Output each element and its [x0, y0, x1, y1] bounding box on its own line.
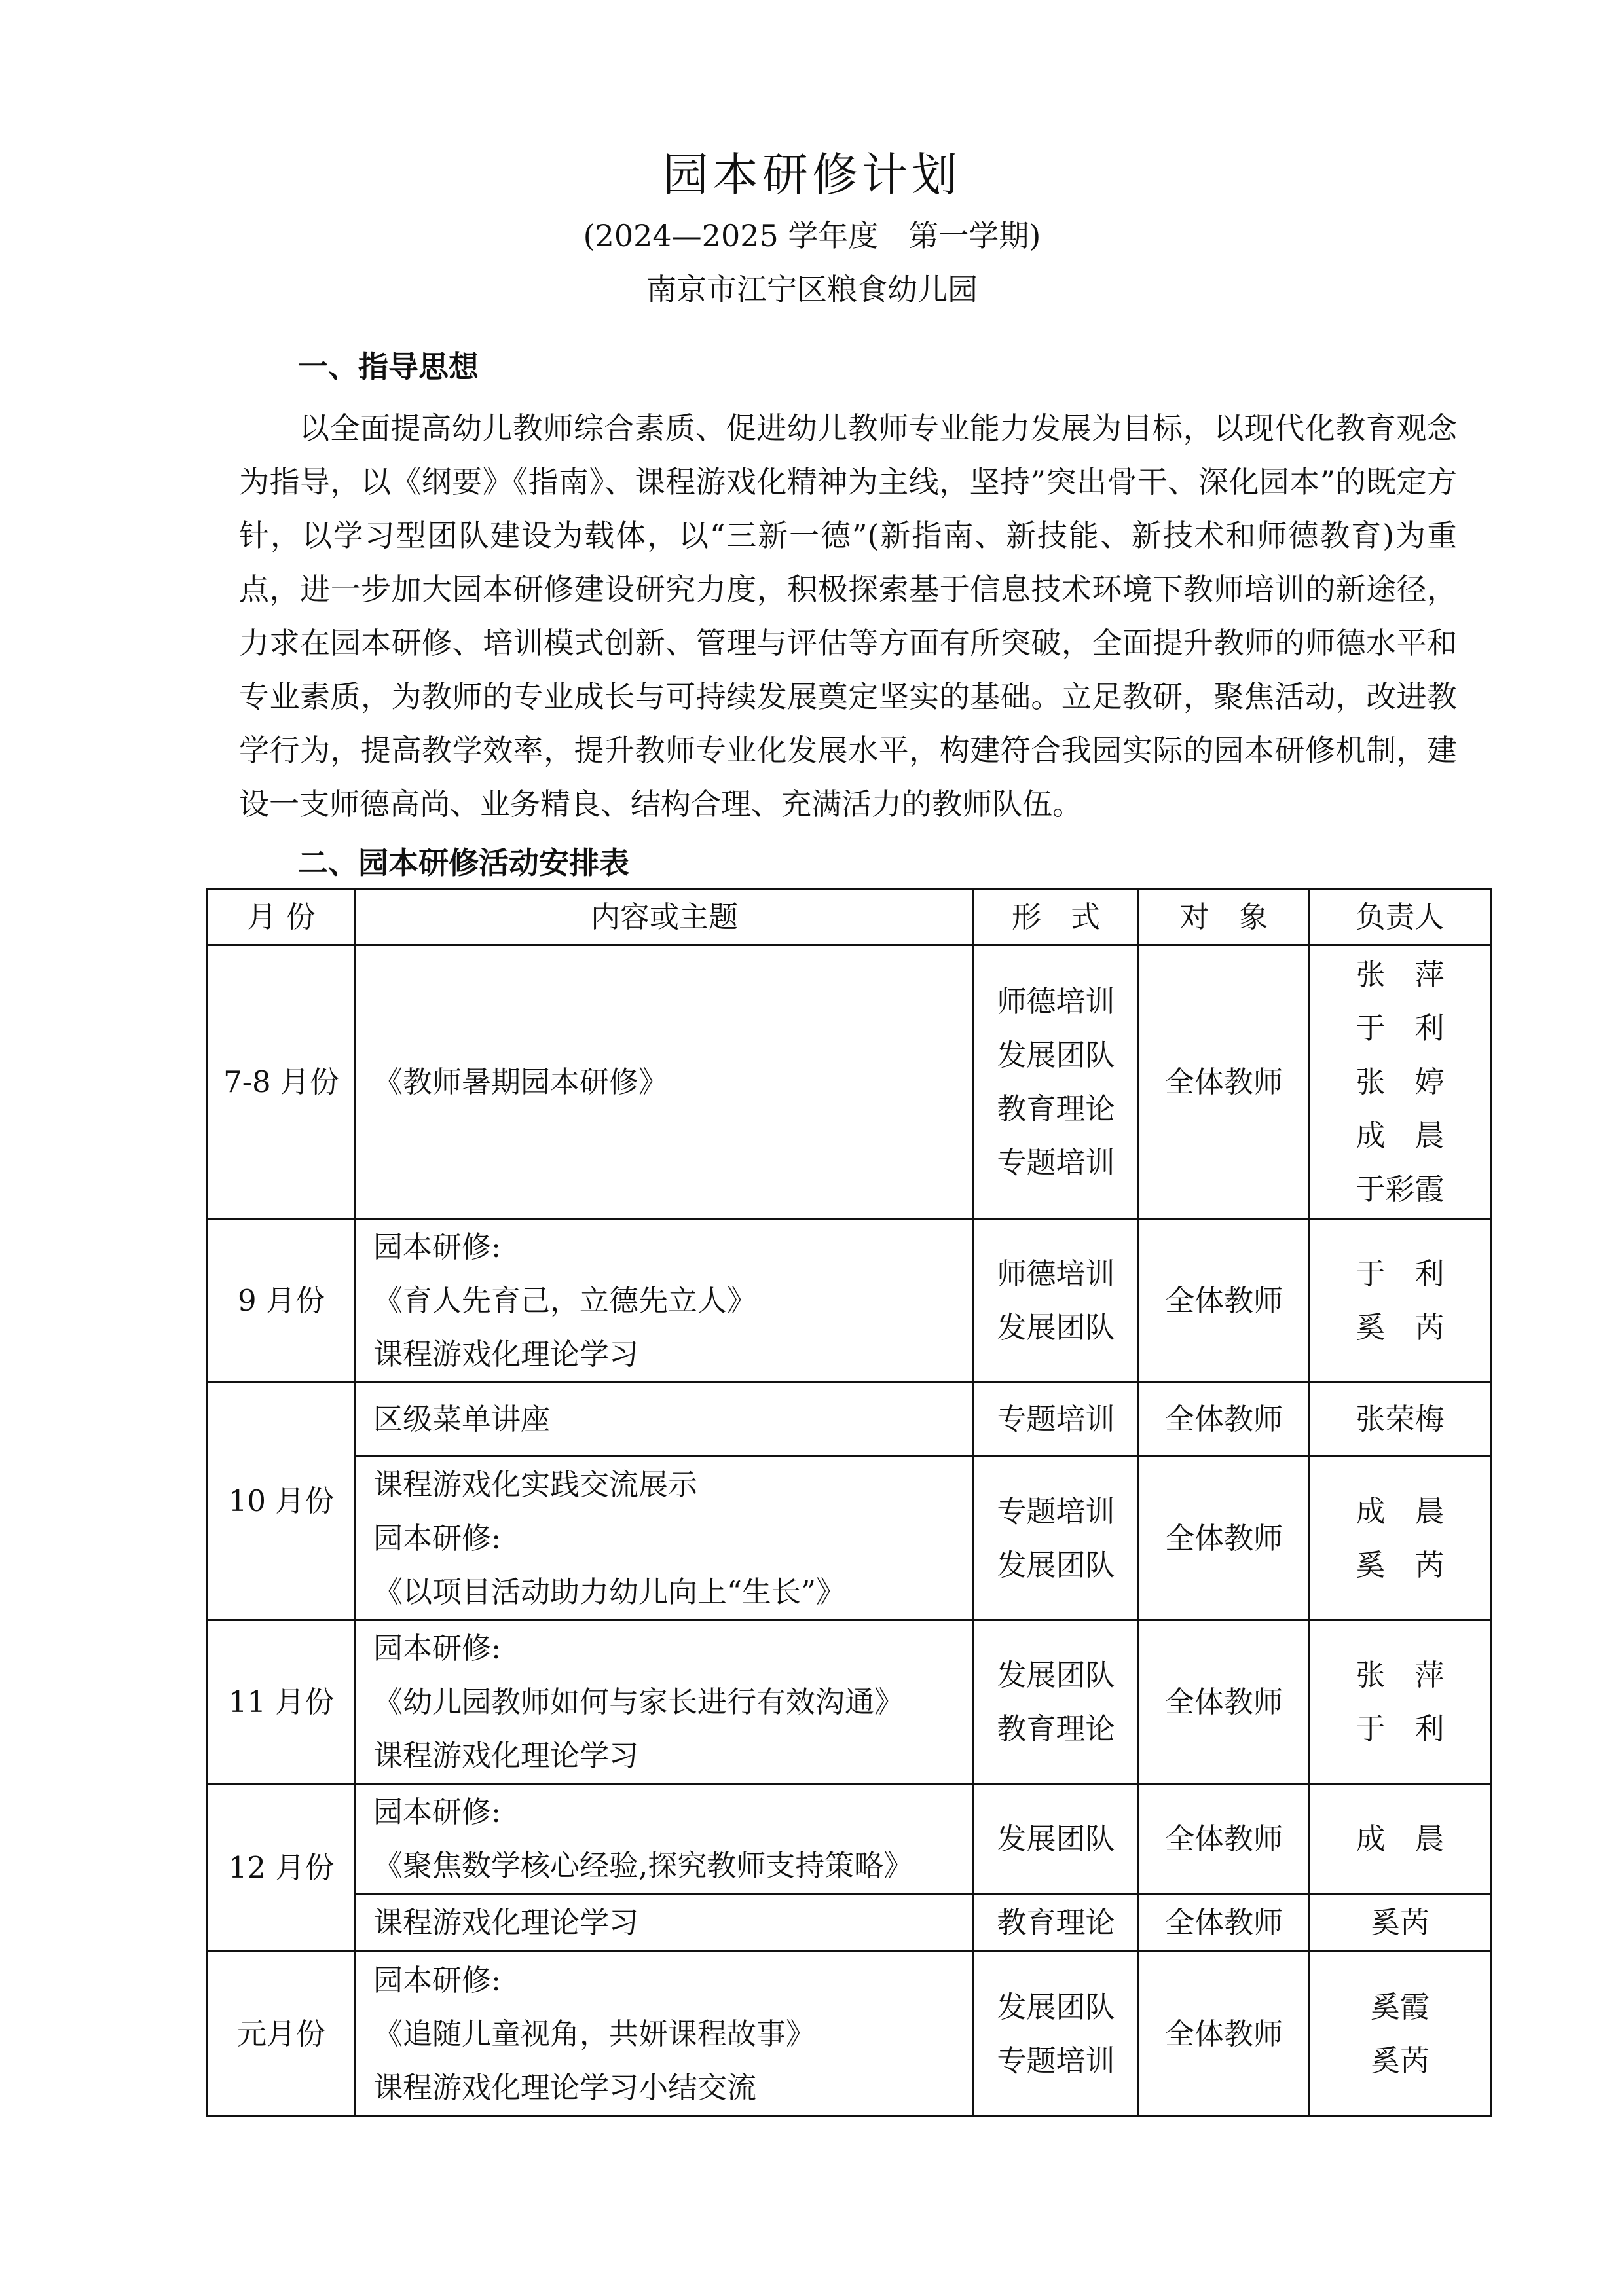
header-target: 对 象: [1139, 890, 1310, 945]
owner-cell: [1310, 1952, 1491, 2117]
month-cell: 11 月份: [208, 1620, 356, 1784]
header-form: 形 式: [974, 890, 1139, 945]
month-cell: 10 月份: [208, 1383, 356, 1620]
content-cell: [356, 1219, 974, 1383]
content-line: 课程游戏化理论学习: [373, 1336, 639, 1372]
form-cell: [974, 1383, 1139, 1457]
owner-line: 奚芮: [1370, 1904, 1430, 1940]
target-cell: 全体教师: [1139, 1383, 1310, 1457]
form-cell: [974, 1894, 1139, 1952]
target-cell: 全体教师: [1139, 1894, 1310, 1952]
month-cell: 7-8 月份: [208, 945, 356, 1219]
guiding-ideology-paragraph: 以全面提高幼儿教师综合素质、促进幼儿教师专业能力发展为目标，以现代化教育观念为指导，以《纲要》《指南》、课程游戏化精神为主线，坚持”突出骨干、深化园本”的既定方针，以学习型团队建设为载体，以“三新一德”(新指南、新技能、新技术和师德教育)为重点，进一步加大园本研修建设研究力度，积极探索基于信息技术环境下教师培训的新途径，力求在园本研修、培训模式创新、管理与评估等方面有所突破，全面提升教师的师德水平和专业素质，为教师的专业成长与可持续发展奠定坚实的基础。立足教研，聚焦活动，改进教学行为，提高教学效率，提升教师专业化发展水平，构建符合我园实际的园本研修机制，建设一支师德高尚、业务精良、结构合理、充满活力的教师队伍。: [239, 410, 1457, 822]
form-cell: [974, 1784, 1139, 1894]
document-subtitle: (2024—2025 学年度 第一学期): [583, 218, 1041, 253]
content-cell: [356, 1383, 974, 1457]
form-line: 教育理论: [997, 1904, 1115, 1940]
organization-name: 南京市江宁区粮食幼儿园: [646, 272, 978, 307]
table-row: [208, 1219, 1491, 1383]
form-line: 师德培训: [997, 1256, 1115, 1291]
owner-line: 成 晨: [1356, 1118, 1445, 1153]
table-row: [208, 1784, 1491, 1894]
target-cell: 全体教师: [1139, 1219, 1310, 1383]
owner-line: 张荣梅: [1356, 1402, 1445, 1436]
target-cell: 全体教师: [1139, 1457, 1310, 1620]
content-line: 园本研修:: [373, 1962, 502, 1997]
form-cell: [974, 1952, 1139, 2117]
table-header-row: [208, 890, 1491, 945]
form-line: 发展团队: [997, 1657, 1115, 1692]
content-line: 《追随儿童视角，共妍课程故事》: [373, 2016, 816, 2051]
header-month: 月 份: [208, 890, 356, 945]
content-line: 课程游戏化理论学习小结交流: [373, 2069, 757, 2105]
content-line: 《育人先育己，立德先立人》: [373, 1283, 757, 1318]
target-cell: 全体教师: [1139, 945, 1310, 1219]
owner-cell: [1310, 945, 1491, 1219]
document-title: 园本研修计划: [663, 148, 961, 202]
form-line: 师德培训: [997, 983, 1115, 1019]
form-line: 专题培训: [997, 1493, 1115, 1529]
header-owner: 负责人: [1310, 890, 1491, 945]
content-line: 《以项目活动助力幼儿向上“生长”》: [373, 1574, 846, 1609]
form-line: 教育理论: [997, 1711, 1115, 1746]
table-row: [208, 1620, 1491, 1784]
month-cell: 9 月份: [208, 1219, 356, 1383]
form-line: 专题培训: [997, 2043, 1115, 2078]
owner-line: 于 利: [1356, 1010, 1445, 1046]
target-cell: 全体教师: [1139, 1952, 1310, 2117]
form-line: 发展团队: [997, 1309, 1115, 1345]
owner-cell: [1310, 1620, 1491, 1784]
content-line: 《教师暑期园本研修》: [373, 1064, 669, 1099]
form-line: 教育理论: [997, 1091, 1115, 1126]
header-content: 内容或主题: [356, 890, 974, 945]
month-cell: 元月份: [208, 1952, 356, 2117]
content-cell: [356, 1784, 974, 1894]
section-heading-activity-schedule: 二、园本研修活动安排表: [298, 845, 629, 881]
owner-line: 奚 芮: [1356, 1547, 1445, 1582]
form-cell: [974, 1457, 1139, 1620]
owner-line: 奚霞: [1370, 1989, 1430, 2024]
owner-cell: [1310, 1784, 1491, 1894]
owner-cell: [1310, 1457, 1491, 1620]
form-line: 发展团队: [997, 1547, 1115, 1582]
content-line: 课程游戏化实践交流展示: [373, 1467, 698, 1502]
content-line: 园本研修:: [373, 1630, 502, 1666]
content-line: 课程游戏化理论学习: [373, 1738, 639, 1773]
table-row: [208, 1457, 1491, 1620]
content-cell: [356, 945, 974, 1219]
owner-cell: [1310, 1219, 1491, 1383]
owner-line: 张 萍: [1356, 957, 1445, 992]
owner-line: 于彩霞: [1356, 1171, 1445, 1207]
form-cell: [974, 1219, 1139, 1383]
owner-line: 成 晨: [1356, 1493, 1445, 1529]
form-line: 发展团队: [997, 1037, 1115, 1072]
table-row: [208, 1894, 1491, 1952]
content-line: 《聚焦数学核心经验,探究教师支持策略》: [373, 1848, 913, 1883]
content-line: 园本研修:: [373, 1229, 502, 1264]
activity-schedule-table: [206, 888, 1492, 2117]
month-cell: 12 月份: [208, 1784, 356, 1952]
target-cell: 全体教师: [1139, 1620, 1310, 1784]
content-cell: [356, 1620, 974, 1784]
target-cell: 全体教师: [1139, 1784, 1310, 1894]
form-cell: [974, 945, 1139, 1219]
owner-cell: [1310, 1383, 1491, 1457]
content-line: 园本研修:: [373, 1520, 502, 1556]
section-heading-guiding-ideology: 一、指导思想: [298, 349, 479, 384]
owner-line: 张 萍: [1356, 1657, 1445, 1692]
content-cell: [356, 1952, 974, 2117]
form-line: 专题培训: [997, 1144, 1115, 1180]
owner-line: 张 婷: [1356, 1064, 1445, 1099]
content-cell: [356, 1457, 974, 1620]
owner-line: 成 晨: [1356, 1821, 1445, 1856]
owner-line: 奚芮: [1370, 2043, 1430, 2078]
table-row: [208, 1383, 1491, 1457]
table-row: [208, 1952, 1491, 2117]
owner-line: 于 利: [1356, 1711, 1445, 1746]
table-row: [208, 945, 1491, 1219]
content-line: 《幼儿园教师如何与家长进行有效沟通》: [373, 1684, 904, 1719]
content-cell: [356, 1894, 974, 1952]
content-line: 区级菜单讲座: [373, 1402, 551, 1436]
owner-line: 奚 芮: [1356, 1309, 1445, 1345]
form-line: 专题培训: [997, 1402, 1115, 1436]
form-line: 发展团队: [997, 1821, 1115, 1856]
content-line: 园本研修:: [373, 1794, 502, 1829]
content-line: 课程游戏化理论学习: [373, 1904, 639, 1940]
form-cell: [974, 1620, 1139, 1784]
form-line: 发展团队: [997, 1989, 1115, 2024]
owner-line: 于 利: [1356, 1256, 1445, 1291]
owner-cell: [1310, 1894, 1491, 1952]
